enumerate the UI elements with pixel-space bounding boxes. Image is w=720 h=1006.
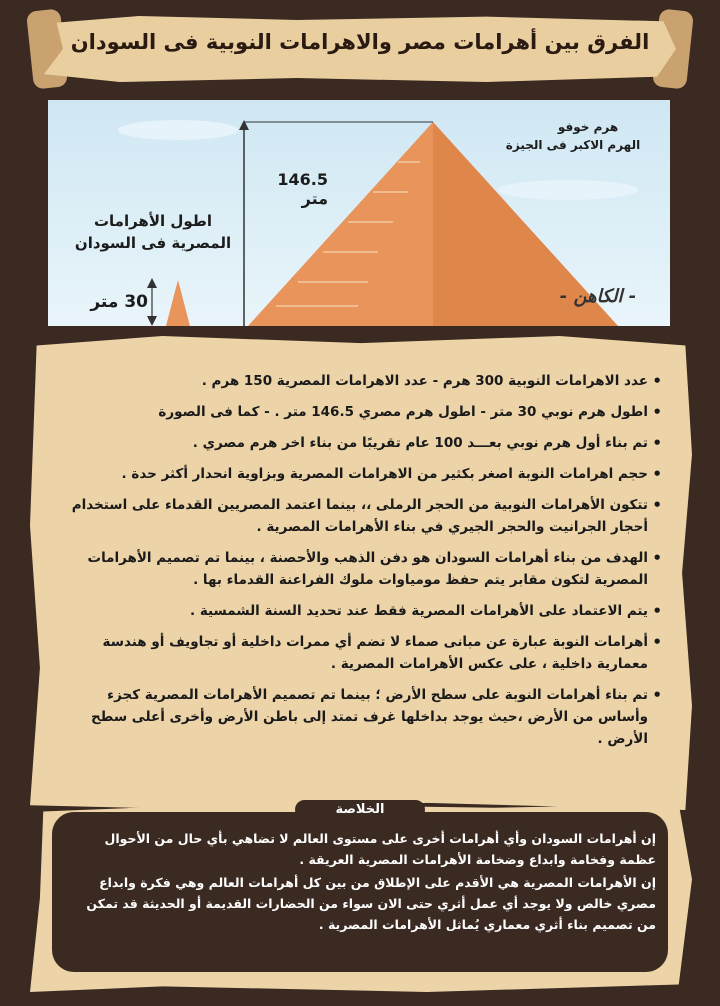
list-item: • الهدف من بناء أهرامات السودان هو دفن الذهب والأحصنة ، بينما تم تصميم الأهرامات المصرية لتكون مقابر يتم حفظ مومياوات ملوك الفراعنة القدماء بها .	[58, 547, 662, 591]
cloud	[498, 180, 638, 200]
differences-list	[58, 370, 662, 759]
list-item: • اطول هرم نوبي 30 متر - اطول هرم مصري 146.5 متر . - كما فى الصورة	[58, 401, 662, 423]
sudan-height-label: 30 متر	[90, 292, 148, 312]
summary-text	[66, 828, 656, 937]
sudan-title-label: اطول الأهرامات	[93, 212, 213, 230]
list-item: • أهرامات النوبة عبارة عن مبانى صماء لا تضم أي ممرات داخلية أو تجاويف أو هندسة معمارية داخلية ، على عكس الأهرامات المصرية .	[58, 631, 662, 675]
summary-title: الخلاصة	[295, 800, 424, 819]
pyramids-comparison-picture	[48, 100, 670, 326]
khufu-sub-label: الهرم الاكبر فى الجيزة	[505, 138, 641, 152]
signature: - الكاهن -	[559, 286, 637, 307]
list-item: • يتم الاعتماد على الأهرامات المصرية فقط عند تحديد السنة الشمسية .	[58, 600, 662, 622]
cloud	[118, 120, 238, 140]
arrow-down-icon	[147, 316, 157, 326]
list-item: • تتكون الأهرامات النوبية من الحجر الرملى ،، بينما اعتمد المصريين القدماء على استخدام أحجار الجرانيت والحجر الجيري في بناء الأهرامات المصرية .	[58, 494, 662, 538]
arrow-up-icon	[147, 278, 157, 288]
sudan-sub-label: المصرية فى السودان	[74, 234, 232, 252]
list-item: • عدد الاهرامات النوبية 300 هرم - عدد الاهرامات المصرية 150 هرم .	[58, 370, 662, 392]
sudan-pyramid	[166, 280, 190, 326]
list-item: • تم بناء أهرامات النوبة على سطح الأرض ؛ بينما تم تصميم الأهرامات المصرية كجزء وأساس من الأرض ،حيث يوجد بداخلها غرف تمتد إلى باطن الأرض وأخرى أعلى سطح الأرض .	[58, 684, 662, 750]
khufu-height-label: 146.5 متر	[277, 170, 328, 208]
page-title: الفرق بين أهرامات مصر والاهرامات النوبية فى السودان	[70, 30, 650, 54]
summary-paragraph: إن أهرامات السودان وأي أهرامات أخرى على مستوى العالم لا تضاهي بأي حال من الأحوال عظمة وفخامة وابداع وضخامة الأهرامات المصرية العريقة .	[104, 831, 656, 867]
khufu-name-label: هرم خوفو	[557, 120, 619, 134]
list-item: • تم بناء أول هرم نوبي بعـــد 100 عام تقريبًا من بناء اخر هرم مصري .	[58, 432, 662, 454]
summary-title-wrap	[52, 802, 668, 817]
summary-paragraph: إن الأهرامات المصرية هي الأقدم على الإطلاق من بين كل أهرامات العالم وهي فكرة وابداع مصري خالص ولا يوجد أي عمل أثري حتى الان سواء من الحضارات القديمة أو الحديثة قد تمكن من تصميم بناء أثري معماري يُماثل الأهرامات المصرية .	[86, 875, 656, 932]
list-item: • حجم اهرامات النوبة اصغر بكثير من الاهرامات المصرية وبزاوية انحدار أكثر حدة .	[58, 463, 662, 485]
